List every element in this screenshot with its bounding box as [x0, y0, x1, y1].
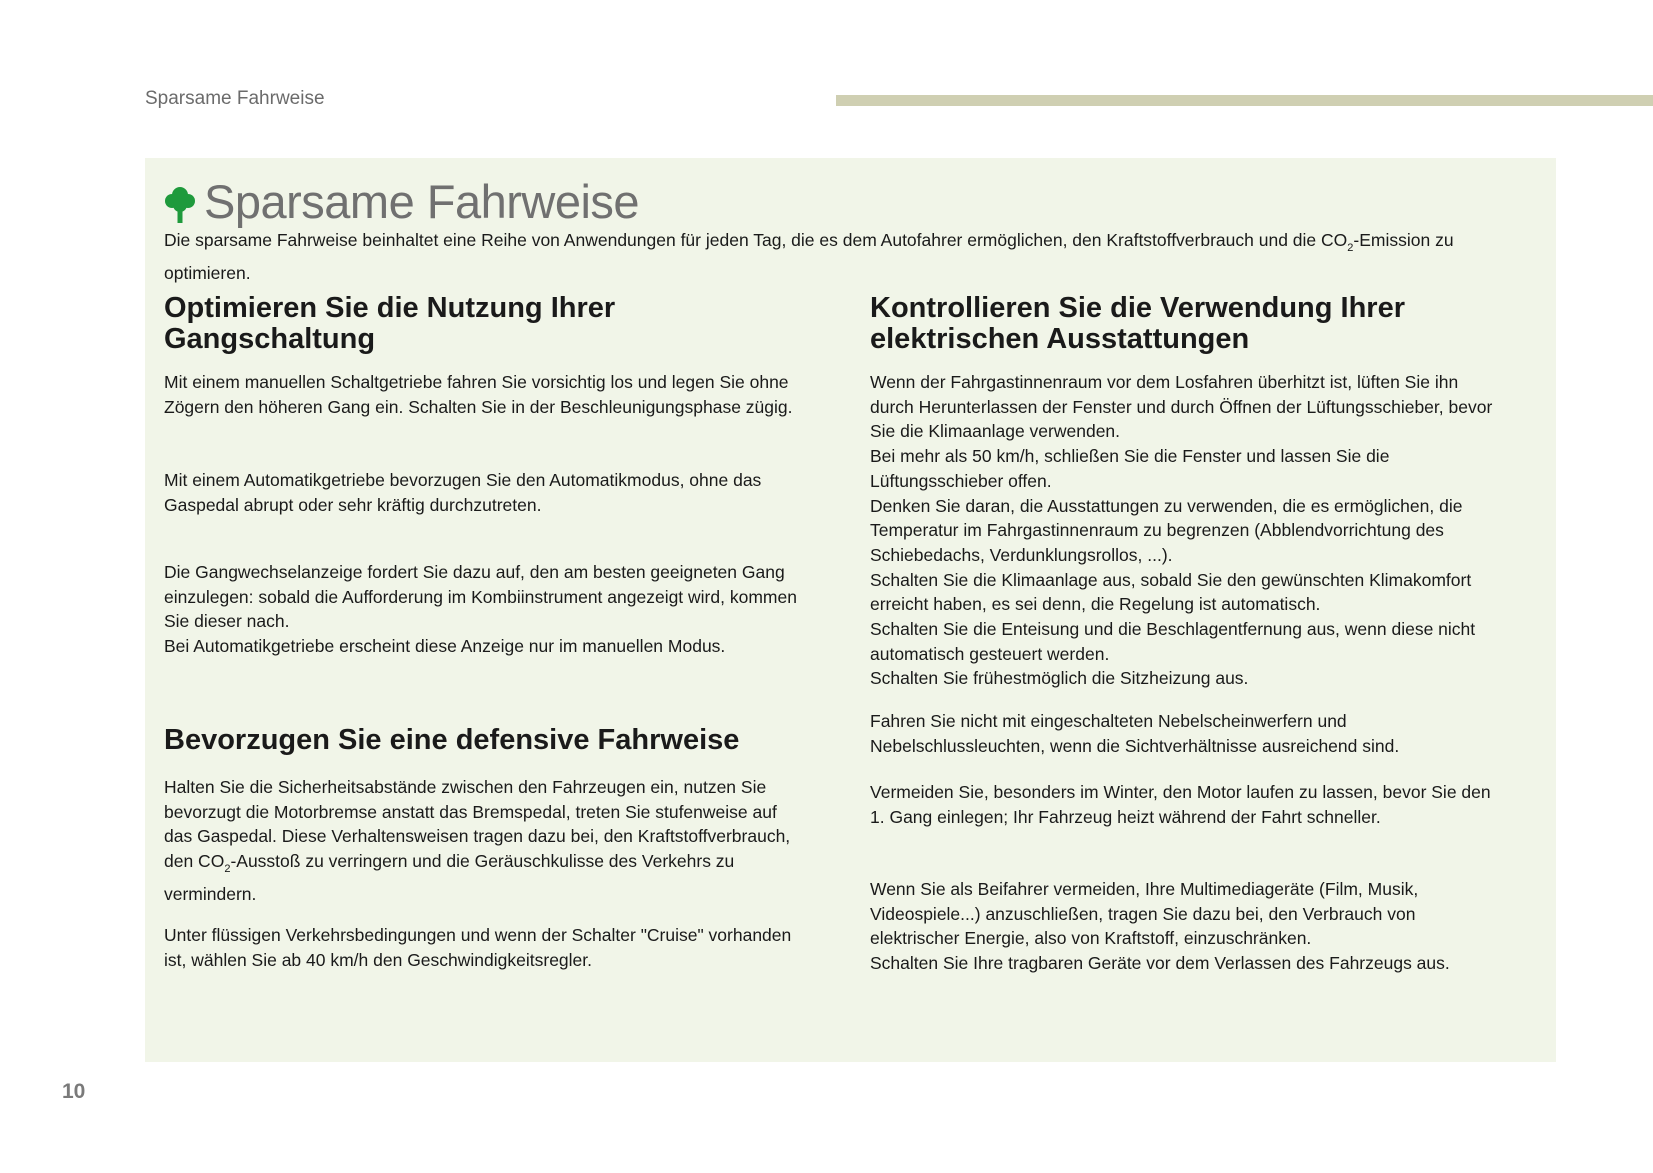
section-heading-elektrische	[870, 293, 1535, 355]
text-line: Nebelschlussleuchten, wenn die Sichtverhältnisse ausreichend sind.	[870, 735, 1400, 756]
text-fragment: den CO	[164, 851, 225, 872]
text-line: ist, wählen Sie ab 40 km/h den Geschwindigkeitsregler.	[164, 949, 593, 970]
text-line: Die Gangwechselanzeige fordert Sie dazu auf, den am besten geeigneten Gang	[164, 562, 785, 582]
text-line: Bei Automatikgetriebe erscheint diese Anzeige nur im manuellen Modus.	[164, 636, 726, 657]
heading-line: Optimieren Sie die Nutzung Ihrer	[164, 292, 616, 324]
text-line: Fahren Sie nicht mit eingeschalteten Nebelscheinwerfern und	[870, 711, 1347, 731]
paragraph	[164, 560, 824, 659]
heading-line: elektrischen Ausstattungen	[870, 323, 1250, 355]
text-line: Bei mehr als 50 km/h, schließen Sie die Fenster und lassen Sie die	[870, 446, 1390, 467]
paragraph	[164, 468, 824, 517]
text-line: Videospiele...) anzuschließen, tragen Sie dazu bei, den Verbrauch von	[870, 903, 1416, 924]
text-line: Unter flüssigen Verkehrsbedingungen und wenn der Schalter "Cruise" vorhanden	[164, 925, 792, 945]
text-line: 1. Gang einlegen; Ihr Fahrzeug heizt während der Fahrt schneller.	[870, 806, 1381, 827]
text-line: bevorzugt die Motorbremse anstatt das Bremspedal, treten Sie stufenweise auf	[164, 801, 777, 822]
intro-text	[164, 228, 1534, 286]
text-line: automatisch gesteuert werden.	[870, 643, 1110, 664]
text-line: Lüftungsschieber offen.	[870, 470, 1052, 491]
text-line: Halten Sie die Sicherheitsabstände zwischen den Fahrzeugen ein, nutzen Sie	[164, 777, 767, 797]
intro-line2: optimieren.	[164, 263, 251, 283]
intro-line1-after: -Emission zu	[1353, 230, 1454, 250]
text-line: Sie die Klimaanlage verwenden.	[870, 421, 1121, 442]
text-line: Schiebedachs, Verdunklungsrollos, ...).	[870, 544, 1173, 565]
text-line: Vermeiden Sie, besonders im Winter, den Motor laufen zu lassen, bevor Sie den	[870, 782, 1491, 802]
paragraph	[164, 775, 824, 907]
text-line: einzulegen: sobald die Aufforderung im Kombiinstrument angezeigt wird, kommen	[164, 586, 797, 607]
text-line: Schalten Sie die Klimaanlage aus, sobald Sie den gewünschten Klimakomfort	[870, 569, 1472, 590]
content-panel	[145, 158, 1556, 1062]
header-bar	[836, 95, 1653, 106]
text-line: Sie dieser nach.	[164, 611, 290, 632]
text-line: elektrischer Energie, also von Kraftstoff, einzuschränken.	[870, 928, 1312, 949]
section-heading-gangschaltung	[164, 293, 824, 355]
heading-line: Kontrollieren Sie die Verwendung Ihrer	[870, 292, 1405, 324]
running-header: Sparsame Fahrweise	[145, 88, 325, 109]
text-line: das Gaspedal. Diese Verhaltensweisen tragen dazu bei, den Kraftstoffverbrauch,	[164, 826, 791, 847]
text-line: Schalten Sie Ihre tragbaren Geräte vor dem Verlassen des Fahrzeugs aus.	[870, 953, 1450, 974]
text-line: Schalten Sie die Enteisung und die Beschlagentfernung aus, wenn diese nicht	[870, 619, 1476, 640]
text-line: vermindern.	[164, 883, 257, 904]
page-number: 10	[62, 1080, 86, 1103]
paragraph	[870, 780, 1535, 829]
paragraph	[870, 370, 1535, 691]
tree-icon	[164, 184, 196, 224]
subscript: 2	[224, 863, 231, 876]
text-line: Denken Sie daran, die Ausstattungen zu verwenden, die es ermöglichen, die	[870, 495, 1463, 516]
text-line: Wenn der Fahrgastinnenraum vor dem Losfahren überhitzt ist, lüften Sie ihn	[870, 372, 1459, 392]
text-line: Mit einem manuellen Schaltgetriebe fahren Sie vorsichtig los und legen Sie ohne	[164, 372, 789, 392]
text-line: Zögern den höheren Gang ein. Schalten Sie in der Beschleunigungsphase zügig.	[164, 396, 793, 417]
section-heading-defensive: Bevorzugen Sie eine defensive Fahrweise	[164, 724, 740, 756]
text-fragment: -Ausstoß zu verringern und die Geräuschkulisse des Verkehrs zu	[230, 851, 735, 872]
text-line: Mit einem Automatikgetriebe bevorzugen Sie den Automatikmodus, ohne das	[164, 470, 762, 490]
title-row	[164, 174, 639, 229]
paragraph	[164, 370, 824, 419]
text-line: Wenn Sie als Beifahrer vermeiden, Ihre Multimediageräte (Film, Musik,	[870, 879, 1419, 899]
paragraph	[164, 923, 824, 972]
paragraph	[870, 709, 1535, 758]
text-line: Temperatur im Fahrgastinnenraum zu begrenzen (Abblendvorrichtung des	[870, 520, 1444, 541]
page-title: Sparsame Fahrweise	[204, 175, 640, 228]
heading-line: Gangschaltung	[164, 323, 376, 355]
intro-subscript: 2	[1347, 242, 1354, 254]
text-line: durch Herunterlassen der Fenster und durch Öffnen der Lüftungsschieber, bevor	[870, 396, 1493, 417]
intro-line1-before: Die sparsame Fahrweise beinhaltet eine Reihe von Anwendungen für jeden Tag, die es dem Autofahrer ermöglichen, den Kraftstoffverbrauch und die CO	[164, 230, 1348, 250]
paragraph	[870, 877, 1535, 976]
text-line: Schalten Sie frühestmöglich die Sitzheizung aus.	[870, 668, 1249, 689]
text-line: erreicht haben, es sei denn, die Regelung ist automatisch.	[870, 594, 1321, 615]
text-line: Gaspedal abrupt oder sehr kräftig durchzutreten.	[164, 494, 542, 515]
